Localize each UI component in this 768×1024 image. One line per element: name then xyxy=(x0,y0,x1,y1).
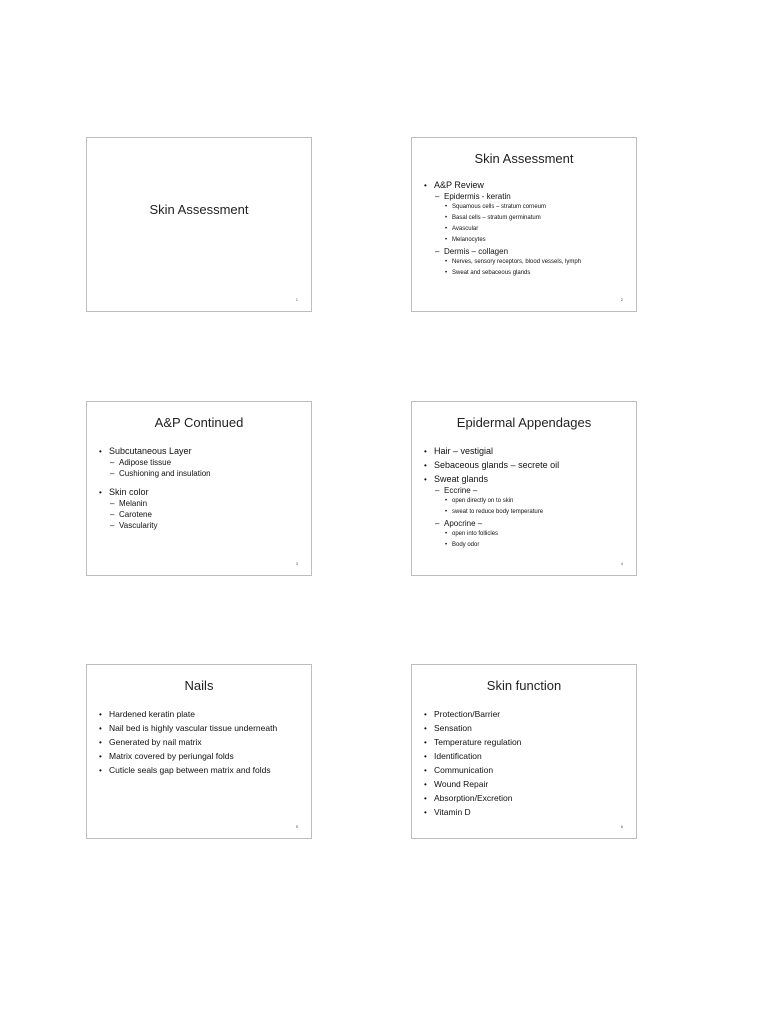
slide-title: A&P Continued xyxy=(154,415,244,430)
bullet-item: • Identification xyxy=(424,751,482,761)
slide-thumbnail xyxy=(411,401,637,576)
slide-thumbnail xyxy=(411,664,637,839)
sub-sub-bullet-item: • open directly on to skin xyxy=(445,498,514,504)
sub-bullet-item: – Melanin xyxy=(110,499,148,508)
sub-bullet-item: – Dermis – collagen • Nerves, sensory receptors, blood vessels, lymph • Sweat and sebaceous glands xyxy=(434,247,632,279)
bullet-item: • Communication xyxy=(424,765,494,775)
slide-body xyxy=(422,446,632,554)
slide-body xyxy=(97,709,307,779)
bullet-item: • Cuticle seals gap between matrix and folds xyxy=(99,765,271,775)
slide-title: Skin function xyxy=(486,678,562,693)
sub-bullet-item: – Carotene xyxy=(110,510,152,519)
bullet-item: • Temperature regulation xyxy=(424,737,522,747)
slide-title: Skin Assessment xyxy=(474,151,574,166)
sub-bullet-item: – Adipose tissue xyxy=(110,458,172,467)
sub-sub-bullet-item: • Basal cells – stratum germinatum xyxy=(445,215,541,221)
bullet-item: • Hardened keratin plate xyxy=(99,709,196,719)
bullet-item: • Wound Repair xyxy=(424,779,489,789)
bullet-item: • Skin color – Melanin – Carotene – Vascularity xyxy=(97,487,307,531)
sub-bullet-item: – Apocrine – • open into follicles • Body odor xyxy=(434,519,632,551)
slide-thumbnail xyxy=(411,137,637,312)
slide-number: 6 xyxy=(620,824,623,829)
sub-sub-bullet-item: • Sweat and sebaceous glands xyxy=(445,270,531,276)
slide-thumbnail xyxy=(86,401,312,576)
bullet-item: • Matrix covered by periungal folds xyxy=(99,751,234,761)
sub-sub-bullet-item: • sweat to reduce body temperature xyxy=(445,509,544,515)
bullet-item: • Sebaceous glands – secrete oil xyxy=(424,460,560,470)
bullet-item: • Vitamin D xyxy=(424,807,471,817)
sub-sub-bullet-item: • Squamous cells – stratum corneum xyxy=(445,204,547,210)
slide-number: 2 xyxy=(620,297,623,302)
slide-number: 4 xyxy=(620,561,623,566)
bullet-item: • Generated by nail matrix xyxy=(99,737,202,747)
slide-thumbnail xyxy=(86,137,312,312)
slide-thumbnail xyxy=(86,664,312,839)
sub-sub-bullet-item: • open into follicles xyxy=(445,531,499,537)
sub-bullet-item: – Epidermis - keratin • Squamous cells – stratum corneum • Basal cells – stratum germinatum • Avascular • Melanocytes xyxy=(434,192,632,246)
sub-sub-bullet-item: • Avascular xyxy=(445,226,479,232)
slide-body xyxy=(422,709,632,821)
bullet-item: • Sensation xyxy=(424,723,472,733)
slide-number: 5 xyxy=(295,824,298,829)
bullet-item: • Subcutaneous Layer – Adipose tissue – Cushioning and insulation xyxy=(97,446,307,479)
sub-bullet-item: – Cushioning and insulation xyxy=(110,469,211,478)
slide-number: 3 xyxy=(295,561,298,566)
bullet-item: • Hair – vestigial xyxy=(424,446,494,456)
slide-title: Nails xyxy=(184,678,214,693)
sub-bullet-item: – Eccrine – • open directly on to skin • sweat to reduce body temperature xyxy=(434,486,632,518)
sub-sub-bullet-item: • Body odor xyxy=(445,542,480,548)
bullet-item: • Absorption/Excretion xyxy=(424,793,513,803)
sub-sub-bullet-item: • Nerves, sensory receptors, blood vessels, lymph xyxy=(445,259,582,265)
bullet-item: • Sweat glands – Eccrine – • open directly on to skin • sweat to reduce body temperature – Apocrine – • open into follicles • Body odor xyxy=(422,474,632,551)
sub-bullet-item: – Vascularity xyxy=(110,521,158,530)
slide-body xyxy=(97,446,307,534)
bullet-item: • Protection/Barrier xyxy=(424,709,501,719)
bullet-item: • Nail bed is highly vascular tissue underneath xyxy=(99,723,278,733)
bullet-item: • A&P Review – Epidermis - keratin • Squamous cells – stratum corneum • Basal cells – stratum germinatum • Avascular • Melanocytes – Dermis – collagen • Nerves, sensory receptors, blood vessels, lymph • Sweat and sebaceous glands xyxy=(422,180,632,279)
slide-number: 1 xyxy=(295,297,298,302)
slide-title: Epidermal Appendages xyxy=(456,415,592,430)
slide-body xyxy=(422,180,632,282)
sub-sub-bullet-item: • Melanocytes xyxy=(445,237,486,243)
slide-title: Skin Assessment xyxy=(149,202,249,217)
